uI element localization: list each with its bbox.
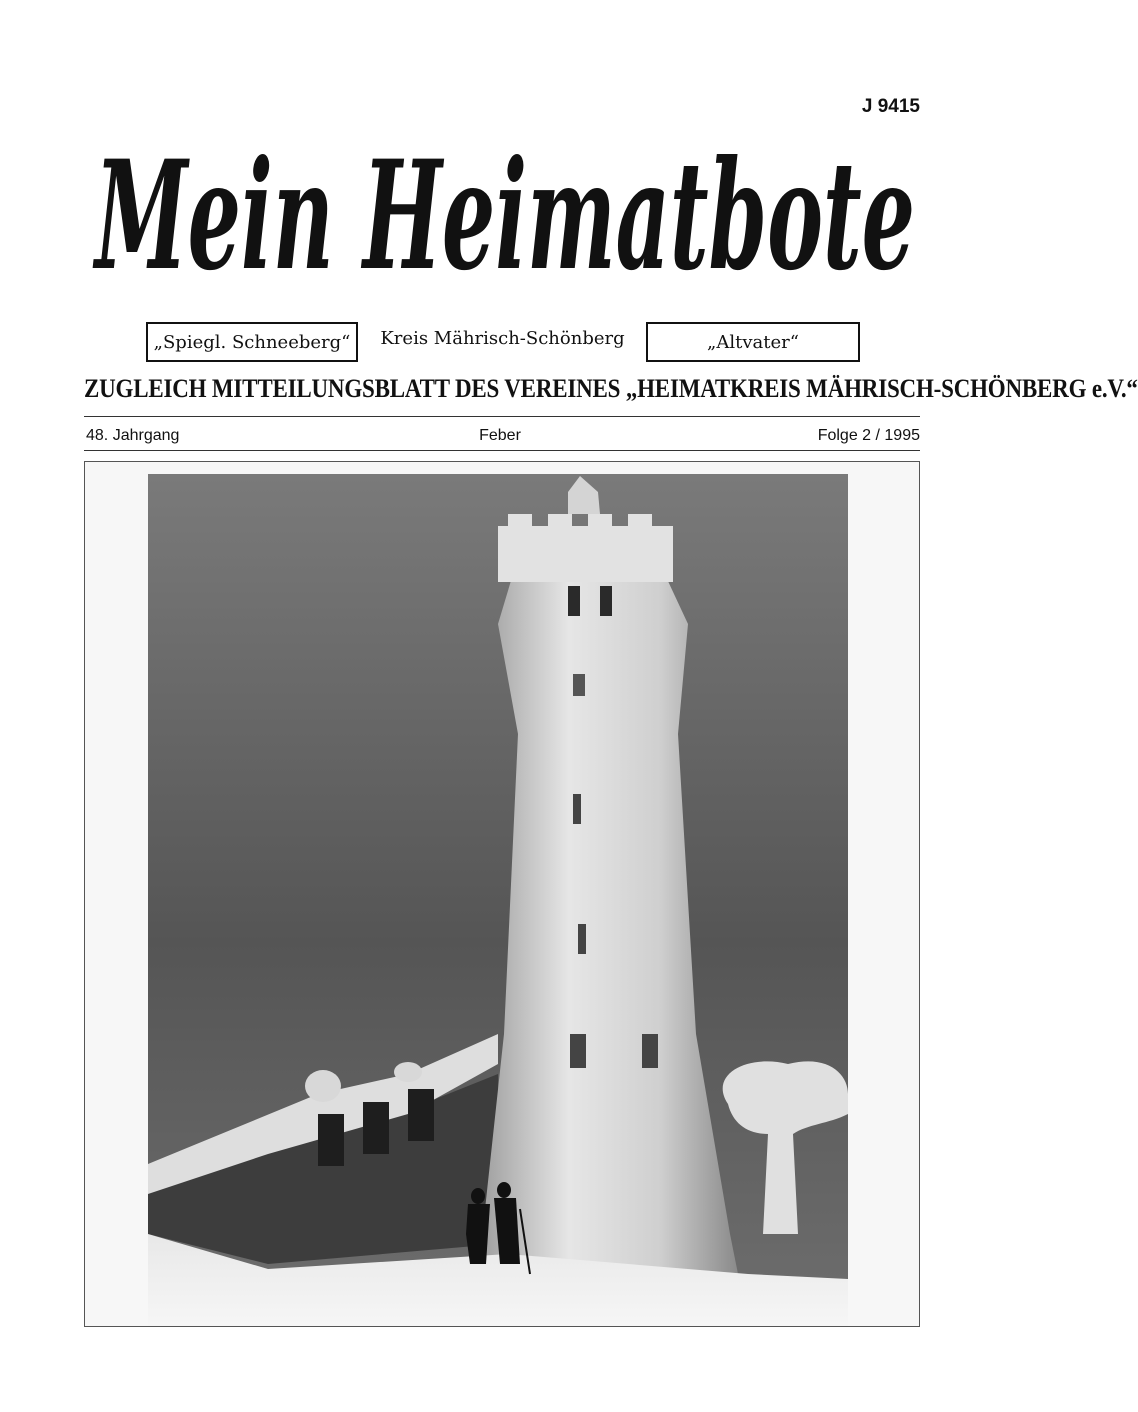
cover-photo [148, 474, 848, 1326]
divider-top [84, 416, 920, 417]
meta-issue: Folge 2 / 1995 [817, 427, 920, 444]
masthead-blackletter-logo [90, 118, 920, 308]
masthead-logo [90, 118, 920, 308]
divider-bottom [84, 450, 920, 451]
subtitle: ZUGLEICH MITTEILUNGSBLATT DES VEREINES „HEIMATKREIS MÄHRISCH-SCHÖNBERG e.V.“ [84, 374, 1138, 403]
label-altvater: „Altvater“ [646, 322, 860, 362]
meta-month: Feber [479, 427, 521, 444]
issue-code: J 9415 [861, 96, 920, 117]
label-spiegl-schneeberg: „Spiegl. Schneeberg“ [146, 322, 358, 362]
meta-year: 48. Jahrgang [86, 427, 180, 444]
masthead-title: Mein Heimatbote [92, 128, 916, 304]
frozen-tower-photo [148, 474, 848, 1326]
label-district: Kreis Mährisch-Schönberg [380, 328, 625, 349]
tower-battlement [498, 526, 673, 582]
